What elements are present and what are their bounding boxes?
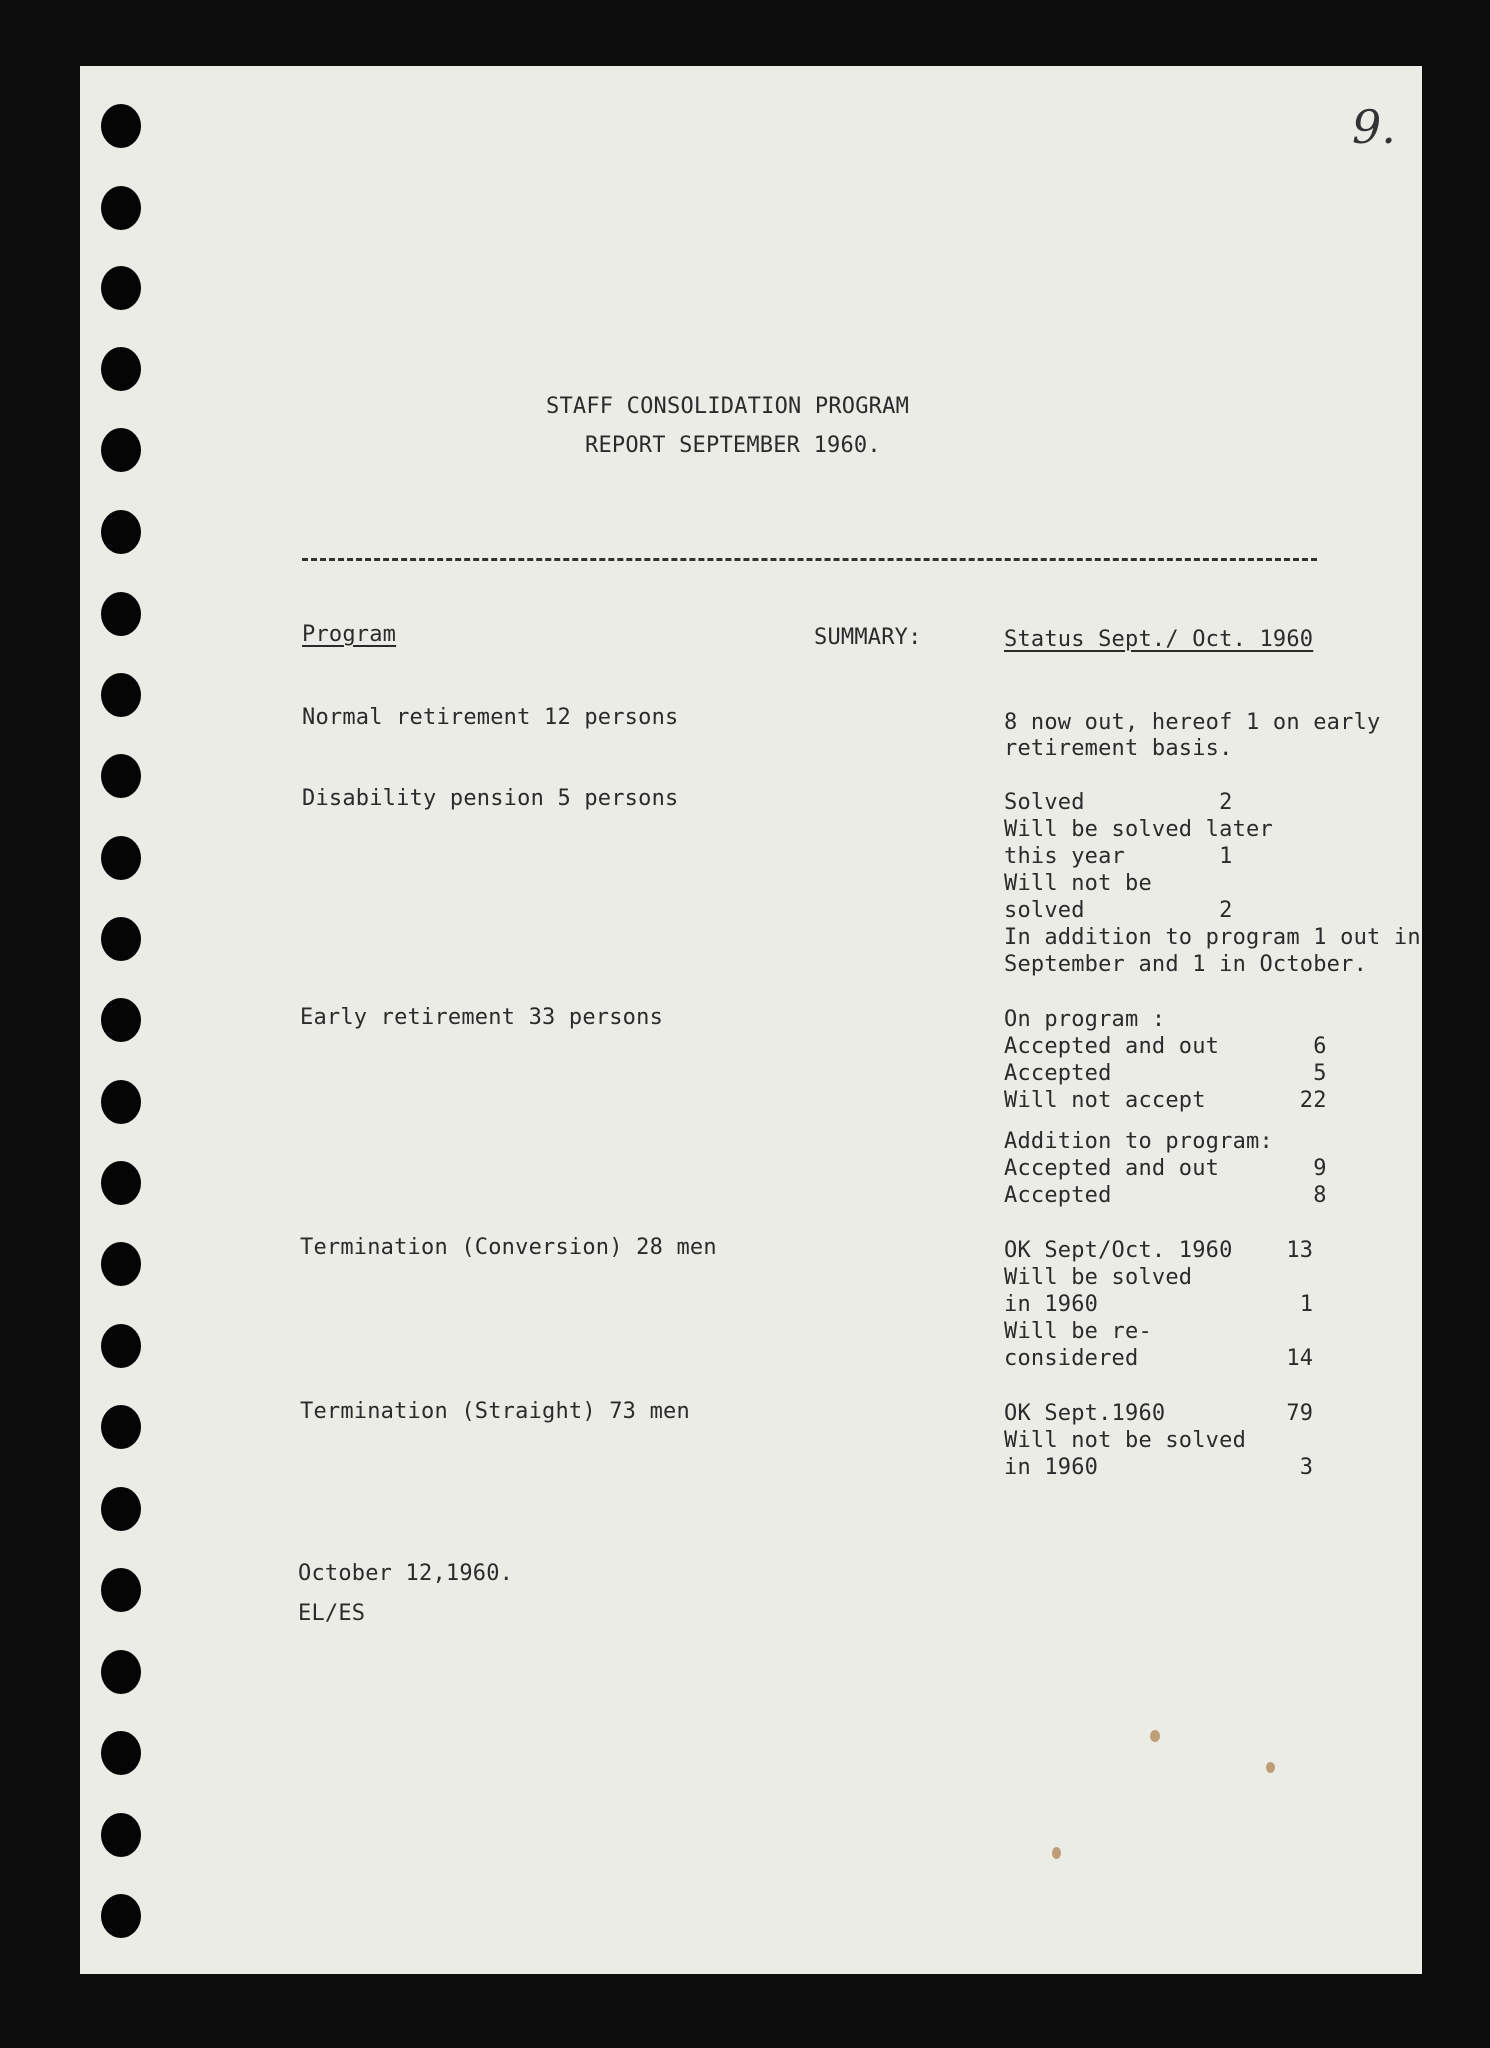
status-line: Will be re-	[1004, 1319, 1152, 1344]
binder-hole	[101, 266, 141, 310]
binder-hole	[101, 998, 141, 1042]
status-line: considered 14	[1004, 1346, 1314, 1371]
binder-hole	[101, 186, 141, 230]
status-line: Will not accept 22	[1004, 1088, 1327, 1113]
binder-hole	[101, 1487, 141, 1531]
status-line: OK Sept/Oct. 1960 13	[1004, 1238, 1314, 1263]
status-line: Accepted and out 6	[1004, 1034, 1327, 1059]
separator-line	[302, 558, 1317, 561]
binder-hole	[101, 428, 141, 472]
paper-stain	[1266, 1762, 1275, 1773]
binder-hole	[101, 836, 141, 880]
page-number: 9.	[1352, 100, 1396, 154]
binder-hole	[101, 592, 141, 636]
status-line: Will not be solved	[1004, 1428, 1247, 1453]
report-subtitle: REPORT SEPTEMBER 1960.	[585, 433, 881, 458]
status-line: Will be solved	[1004, 1265, 1193, 1290]
binder-hole	[101, 1324, 141, 1368]
binder-hole	[101, 1242, 141, 1286]
program-item: Early retirement 33 persons	[300, 1005, 664, 1030]
binder-hole	[101, 1894, 141, 1938]
binder-hole	[101, 673, 141, 717]
binder-hole	[101, 347, 141, 391]
status-line: in 1960 1	[1004, 1292, 1314, 1317]
binder-hole	[101, 1650, 141, 1694]
status-line: Accepted and out 9	[1004, 1156, 1327, 1181]
summary-header: SUMMARY:	[814, 625, 922, 650]
status-line: retirement basis.	[1004, 736, 1233, 761]
binder-hole	[101, 104, 141, 148]
status-line: Accepted 5	[1004, 1061, 1327, 1086]
binder-hole	[101, 917, 141, 961]
status-line: On program :	[1004, 1007, 1166, 1032]
paper-stain	[1150, 1730, 1160, 1742]
binder-hole	[101, 754, 141, 798]
program-item: Normal retirement 12 persons	[302, 705, 679, 730]
status-line: September and 1 in October.	[1004, 952, 1368, 977]
status-line: Accepted 8	[1004, 1183, 1327, 1208]
status-header: Status Sept./ Oct. 1960	[1004, 627, 1314, 652]
binder-hole	[101, 1405, 141, 1449]
status-line: Will be solved later	[1004, 817, 1273, 842]
binder-hole	[101, 1080, 141, 1124]
program-item: Termination (Conversion) 28 men	[300, 1235, 717, 1260]
status-line: solved 2	[1004, 898, 1233, 923]
binder-hole	[101, 1568, 141, 1612]
paper-stain	[1052, 1847, 1061, 1859]
status-line: Will not be	[1004, 871, 1152, 896]
program-item: Termination (Straight) 73 men	[300, 1399, 690, 1424]
binder-hole	[101, 1813, 141, 1857]
status-line: Addition to program:	[1004, 1129, 1273, 1154]
status-line: this year 1	[1004, 844, 1233, 869]
binder-hole	[101, 1161, 141, 1205]
binder-hole	[101, 1731, 141, 1775]
report-title: STAFF CONSOLIDATION PROGRAM	[546, 394, 910, 419]
report-date: October 12,1960.	[298, 1561, 514, 1586]
author-initials: EL/ES	[298, 1601, 366, 1626]
document-page	[80, 66, 1422, 1974]
status-line: In addition to program 1 out in	[1004, 925, 1421, 950]
program-header: Program	[302, 622, 397, 647]
status-line: in 1960 3	[1004, 1455, 1314, 1480]
status-line: Solved 2	[1004, 790, 1233, 815]
status-line: OK Sept.1960 79	[1004, 1401, 1314, 1426]
program-item: Disability pension 5 persons	[302, 786, 679, 811]
binder-hole	[101, 510, 141, 554]
status-line: 8 now out, hereof 1 on early	[1004, 710, 1381, 735]
